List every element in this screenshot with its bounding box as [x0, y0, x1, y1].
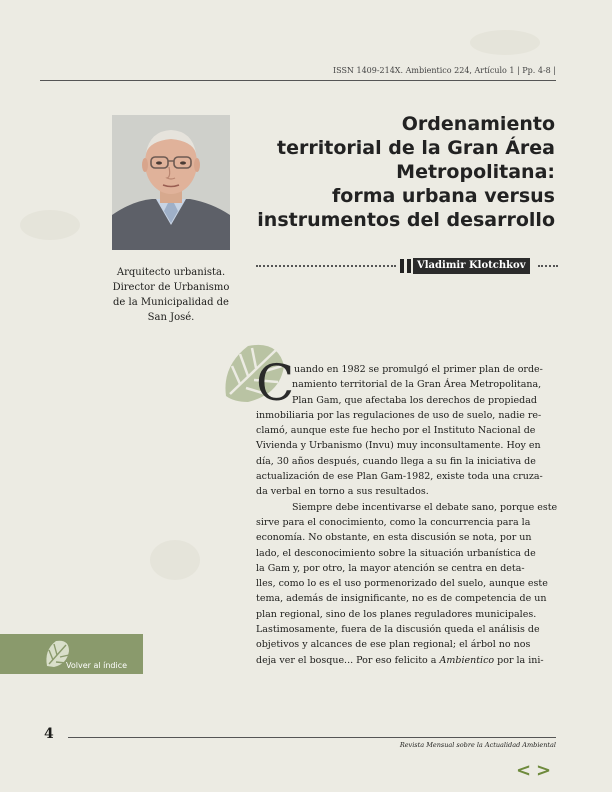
- body-line-end: por la ini-: [497, 654, 544, 666]
- body-line: Siempre debe incentivarse el debate sano, porque este: [292, 501, 558, 513]
- drop-cap: C: [256, 354, 295, 412]
- caption-line: Arquitecto urbanista.: [116, 267, 226, 278]
- article-body: [256, 362, 556, 668]
- caption-line: de la Municipalidad de: [113, 297, 229, 308]
- caption-line: Director de Urbanismo: [112, 282, 230, 293]
- byline-bars-ornament: [400, 259, 412, 273]
- article-title: [215, 112, 555, 232]
- paper-texture: [150, 540, 200, 580]
- issn-citation: ISSN 1409-214X. Ambientico 224, Artículo 1 | Pp. 4-8 |: [332, 66, 556, 75]
- paper-texture: [20, 210, 80, 240]
- title-line: territorial de la Gran Área: [277, 137, 555, 159]
- body-line: objetivos y alcances de ese plan regional; el árbol no nos: [256, 639, 531, 651]
- body-line: Vivienda y Urbanismo (Invu) muy inconsultamente. Hoy en: [256, 440, 541, 452]
- body-line: economía. No obstante, en esta discusión se nota, por un: [256, 532, 532, 544]
- body-line: uando en 1982 se promulgó el primer plan de orde-: [294, 364, 543, 375]
- byline-dotted-rule: [538, 265, 558, 269]
- title-line: Metropolitana:: [396, 161, 555, 183]
- body-line: día, 30 años después, cuando llega a su fin la iniciativa de: [256, 455, 536, 467]
- body-line: [256, 653, 556, 668]
- body-line: la Gam y, por otro, la mayor atención se centra en deta-: [256, 562, 525, 574]
- journal-tagline: Revista Mensual sobre la Actualidad Ambiental: [399, 741, 556, 749]
- title-line: forma urbana versus: [332, 185, 555, 207]
- paper-texture: [470, 30, 540, 55]
- back-to-index-button[interactable]: [0, 634, 143, 674]
- body-line: sirve para el conocimiento, como la concurrencia para la: [256, 516, 531, 528]
- title-line: Ordenamiento: [401, 113, 555, 135]
- author-caption: [106, 265, 236, 325]
- next-page-button[interactable]: >: [536, 760, 552, 781]
- body-line: Plan Gam, que afectaba los derechos de propiedad: [292, 394, 537, 406]
- page-number: 4: [44, 726, 54, 742]
- prev-page-button[interactable]: <: [516, 760, 532, 781]
- author-photo: [112, 115, 230, 250]
- title-line: instrumentos del desarrollo: [257, 209, 555, 231]
- body-line: lado, el desconocimiento sobre la situación urbanística de: [256, 547, 536, 559]
- body-line-start: deja ver el bosque... Por eso felicito a: [256, 654, 437, 666]
- body-line: namiento territorial de la Gran Área Metropolitana,: [292, 379, 542, 391]
- page-navigation: [516, 762, 556, 780]
- footer-rule: [68, 737, 556, 738]
- body-line: Lastimosamente, fuera de la discusión queda el análisis de: [256, 624, 540, 636]
- header-rule: [40, 80, 556, 81]
- body-line: inmobiliaria por las regulaciones de uso de suelo, nadie re-: [256, 409, 542, 421]
- body-line: tema, además de insignificante, no es de competencia de un: [256, 593, 547, 605]
- body-line: clamó, aunque este fue hecho por el Instituto Nacional de: [256, 425, 536, 437]
- body-line: plan regional, sino de los planes reguladores municipales.: [256, 608, 537, 620]
- body-line: lles, como lo es el uso pormenorizado del suelo, aunque este: [256, 578, 548, 590]
- byline-dotted-rule: [256, 265, 396, 269]
- body-line: da verbal en torno a sus resultados.: [256, 486, 429, 498]
- author-name: Vladimir Klotchkov: [413, 258, 530, 274]
- caption-line: San José.: [147, 312, 195, 323]
- back-to-index-label[interactable]: Volver al índice: [66, 661, 128, 670]
- journal-name-italic: Ambientico: [439, 654, 495, 666]
- body-line: actualización de ese Plan Gam-1982, existe toda una cruza-: [256, 471, 543, 483]
